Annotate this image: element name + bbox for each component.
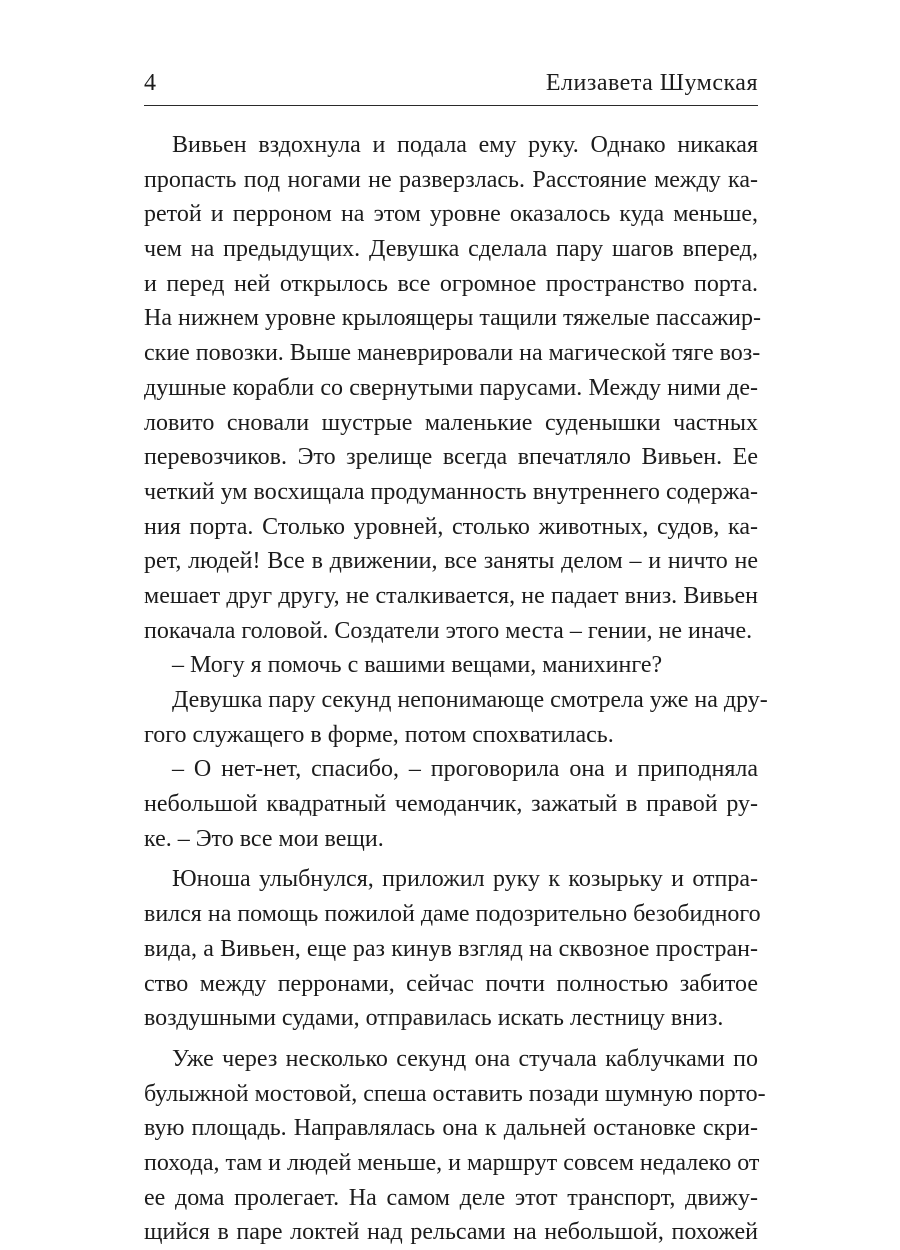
text-line: ретой и перроном на этом уровне оказалось куда меньше, [144,201,758,228]
text-line: – О нет-нет, спасибо, – проговорила она и приподняла [172,756,758,783]
text-line: ские повозки. Выше маневрировали на магической тяге воз- [144,340,761,367]
text-line: похода, там и людей меньше, и маршрут совсем недалеко от [144,1149,760,1176]
text-line: небольшой квадратный чемоданчик, зажатый в правой ру- [144,791,758,818]
paragraph [144,1042,766,1250]
text-line: мешает друг другу, не сталкивается, не падает вниз. Вивьен [144,582,758,609]
text-line: рет, людей! Все в движении, все заняты делом – и ничто не [144,548,758,575]
paragraph-dialogue [144,648,758,683]
text-line: щийся в паре локтей над рельсами на небольшой, похожей [144,1219,758,1246]
paragraph-dialogue [144,752,758,856]
text-line: вую площадь. Направлялась она к дальней остановке скри- [144,1115,758,1142]
text-line: четкий ум восхищала продуманность внутреннего содержа- [144,478,758,505]
text-line: Уже через несколько секунд она стучала каблучками по [172,1045,758,1072]
running-head [144,62,758,106]
text-line: ния порта. Столько уровней, столько животных, судов, ка- [144,513,758,540]
text-line: чем на предыдущих. Девушка сделала пару шагов вперед, [144,236,758,263]
author-name: Елизавета Шумская [545,70,758,96]
text-line: вида, а Вивьен, еще раз кинув взгляд на сквозное простран- [144,935,758,962]
text-line: булыжной мостовой, спеша оставить позади шумную порто- [144,1080,766,1107]
text-line: и перед ней открылось все огромное пространство порта. [144,270,758,297]
text-line: гого служащего в форме, потом спохватилась. [144,721,614,748]
text-line: вился на помощь пожилой даме подозрительно безобидного [144,901,761,928]
text-line: перевозчиков. Это зрелище всегда впечатляло Вивьен. Ее [144,444,758,471]
text-line: ке. – Это все мои вещи. [144,825,384,852]
text-line: Девушка пару секунд непонимающе смотрела уже на дру- [172,687,768,713]
paragraph [144,862,761,1035]
page-number: 4 [144,70,156,96]
text-line: пропасть под ногами не разверзлась. Расстояние между ка- [144,166,758,193]
text-line: ее дома пролегает. На самом деле этот транспорт, движу- [144,1184,758,1211]
body-text [144,128,768,1250]
text-line: ловито сновали шустрые маленькие суденышки частных [144,409,758,436]
text-line: воздушными судами, отправилась искать лестницу вниз. [144,1005,724,1032]
paragraph [144,128,761,648]
text-line: покачала головой. Создатели этого места – гении, не иначе. [144,617,753,644]
text-line: – Могу я помочь с вашими вещами, манихинге? [172,652,663,679]
text-line: Юноша улыбнулся, приложил руку к козырьку и отпра- [172,866,758,893]
text-line: Вивьен вздохнула и подала ему руку. Однако никакая [172,132,758,158]
text-line: На нижнем уровне крылоящеры тащили тяжелые пассажир- [144,305,761,332]
paragraph [144,683,768,752]
text-line: душные корабли со свернутыми парусами. Между ними де- [144,374,758,401]
text-line: ство между перронами, сейчас почти полностью забитое [144,970,758,997]
